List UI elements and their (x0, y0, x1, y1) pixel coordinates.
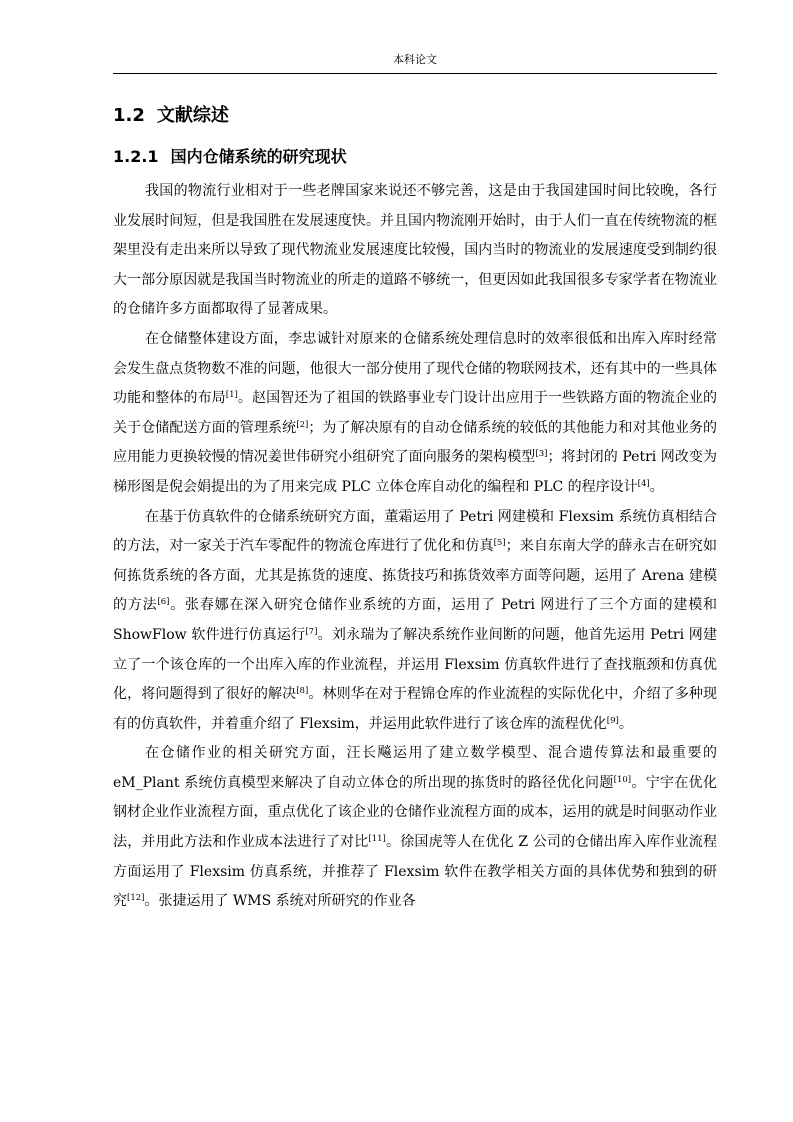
citation-ref: [12] (127, 893, 145, 904)
subsection-title: 国内仓储系统的研究现状 (170, 147, 347, 166)
text-run: 。张捷运用了 WMS 系统对所研究的作业各 (144, 893, 416, 910)
paragraph (113, 503, 717, 740)
text-run: 。赵国智还为了祖国的铁路事业专门设计出应用于一些铁路方面的物流企业的关于仓储配送方面的管理系统 (113, 390, 718, 436)
section-heading (113, 103, 229, 129)
citation-ref: [3] (535, 449, 548, 460)
text-run: 。林则华在对于程锦仓库的作业流程的实际优化中，介绍了多种现有的仿真软件，并着重介绍了 Flexsim，并运用此软件进行了该仓库的流程优化 (113, 686, 718, 732)
subsection-number: 1.2.1 (113, 147, 159, 166)
citation-ref: [6] (157, 597, 170, 608)
citation-ref: [2] (296, 419, 309, 430)
paragraph (113, 739, 717, 917)
citation-ref: [1] (225, 390, 238, 401)
header-rule (113, 73, 717, 74)
text-run: 在仓储整体建设方面，李忠诚针对原来的仓储系统处理信息时的效率很低和出库入库时经常会发生盘点货物数不准的问题，他很大一部分使用了现代仓储的物联网技术，还有其中的一些具体功能和整体的布局 (113, 330, 717, 407)
paragraph (113, 325, 717, 503)
page-header: 本科论文 (393, 53, 437, 66)
text-run: 在基于仿真软件的仓储系统研究方面，董霜运用了 Petri 网建模和 Flexsim 系统仿真相结合的方法，对一家关于汽车零配件的物流仓库进行了优化和仿真 (113, 508, 717, 555)
citation-ref: [10] (613, 774, 632, 785)
citation-ref: [7] (305, 626, 318, 637)
text-run: ；为了解决原有的自动仓储系统的较低的其他能力和对其他业务的应用能力更换较慢的情况姜世伟研究小组研究了面向服务的架构模型 (113, 419, 718, 466)
citation-ref: [5] (493, 538, 506, 549)
section-number: 1.2 (113, 105, 145, 126)
text-run: 。宁宇在优化钢材企业作业流程方面，重点优化了该企业的仓储作业流程方面的成本，运用的就是时间驱动作业法，并用此方法和作业成本法进行了对比 (113, 774, 717, 851)
text-run: 。刘永瑞为了解决系统作业间断的问题，他首先运用 Petri 网建立了一个该仓库的一个出库入库的作业流程，并运用 Flexsim 仿真软件进行了查找瓶颈和仿真优化，将问题得到了很好的解决 (113, 626, 717, 703)
subsection-heading (113, 145, 347, 169)
citation-ref: [11] (368, 834, 386, 845)
text-run: 在仓储作业的相关研究方面，汪长飚运用了建立数学模型、混合遗传算法和最重要的 eM_Plant 系统仿真模型来解决了自动立体仓的所出现的拣货时的路径优化问题 (113, 745, 717, 791)
text-run: ；来自东南大学的薛永吉在研究如何拣货系统的各方面，尤其是拣货的速度、拣货技巧和拣货效率方面等问题，运用了 Arena 建模的方法 (113, 538, 718, 614)
text-run: 。张春娜在深入研究仓储作业系统的方面，运用了 Petri 网进行了三个方面的建模和 ShowFlow 软件进行仿真运行 (113, 597, 717, 643)
citation-ref: [9] (606, 715, 619, 726)
body-text (113, 177, 717, 917)
text-run: ；将封闭的 Petri 网改变为梯形图是倪会娟提出的为了用来完成 PLC 立体仓库自动化的编程和 PLC 的程序设计 (113, 449, 718, 495)
text-run: 。 (618, 715, 633, 732)
paragraph (113, 177, 717, 325)
citation-ref: [4] (637, 478, 650, 489)
section-title: 文献综述 (156, 105, 229, 126)
citation-ref: [8] (296, 686, 309, 697)
text-run: 。徐国虎等人在优化 Z 公司的仓储出库入库作业流程方面运用了 Flexsim 仿真系统，并推荐了 Flexsim 软件在教学相关方面的具体优势和独到的研究 (113, 834, 717, 910)
text-run: 。 (649, 478, 664, 495)
text-run: 我国的物流行业相对于一些老牌国家来说还不够完善，这是由于我国建国时间比较晚，各行业发展时间短，但是我国胜在发展速度快。并且国内物流刚开始时，由于人们一直在传统物流的框架里没有走出来所以导致了现代物流业发展速度比较慢，国内当时的物流业的发展速度受到制约很大一部分原因就是我国当时物流业的所走的道路不够统一，但更因如此我国很多专家学者在物流业的仓储许多方面都取得了显著成果。 (113, 183, 717, 318)
